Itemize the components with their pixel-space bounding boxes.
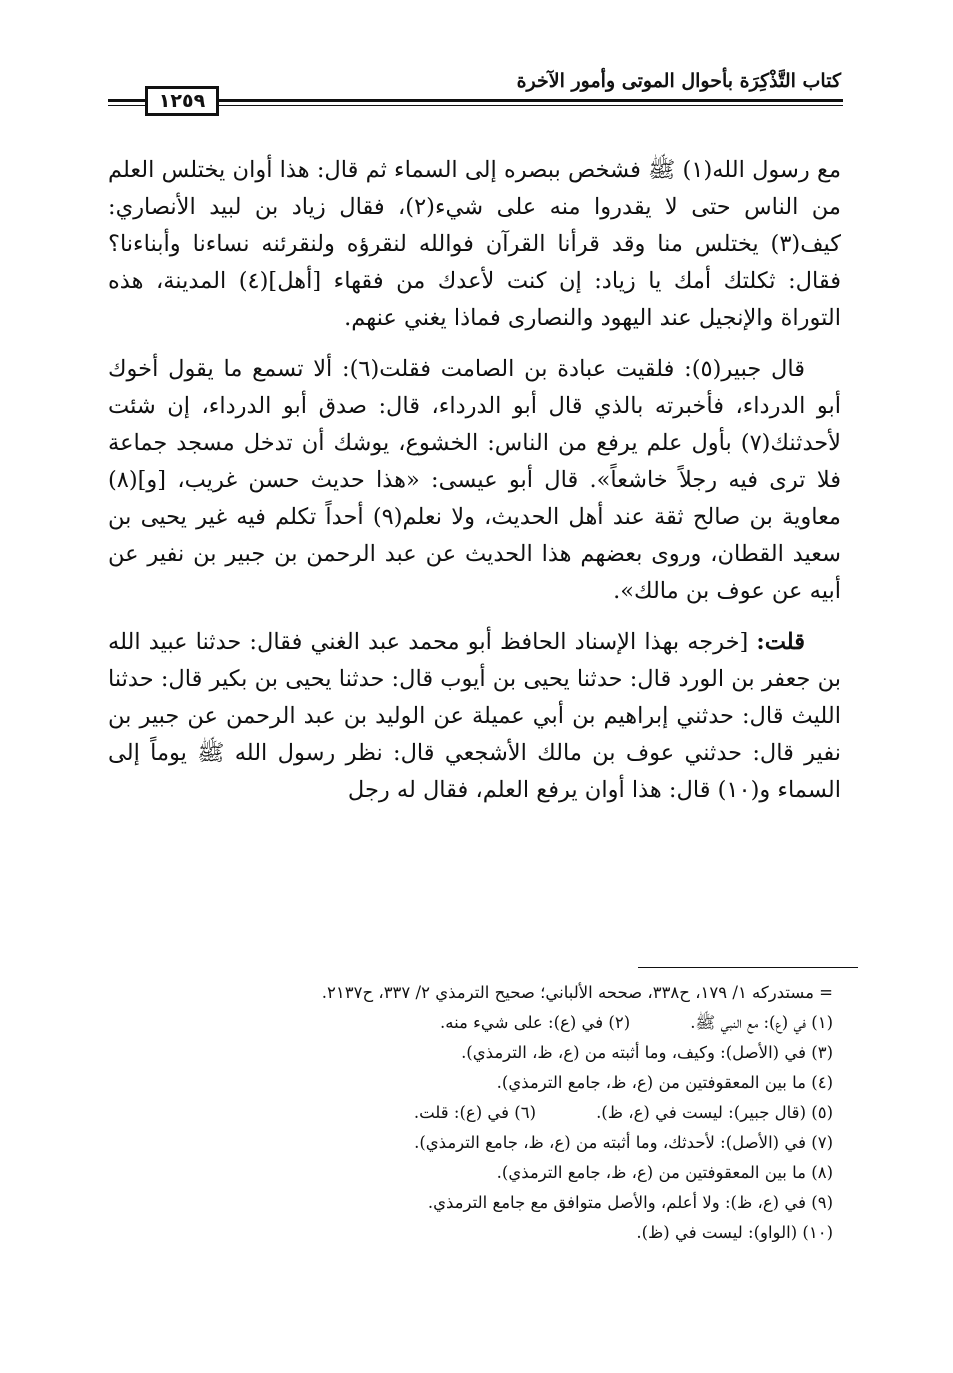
- footnote-5: (٥) (قال جبير): ليست في (ع، ظ).: [596, 1103, 833, 1122]
- paragraph-3-lead: قلت:: [756, 629, 806, 655]
- page-number: ١٢٥٩: [145, 86, 219, 116]
- footnote-10: (١٠) (الواو): ليست في (ظ).: [636, 1223, 833, 1242]
- footnote-9: (٩) في (ع، ظ): ولا أعلم، والأصل متوافق مع جامع الترمذي.: [427, 1193, 833, 1212]
- paragraph-3: [108, 624, 841, 809]
- footnote-row-1-2: [120, 1008, 833, 1038]
- paragraph-3-text: [خرجه بهذا الإسناد الحافظ أبو محمد عبد الغني فقال: حدثنا عبيد الله بن جعفر بن الورد قال: حدثنا يحيى بن أيوب قال: حدثنا يحيى بن بكير قال: حدثنا الليث قال: حدثني إبراهيم بن أبي عميلة عن الوليد بن عبد الرحمن عن جبير بن نفير قال: حدثني عوف بن مالك الأشجعي قال: نظر رسول الله ﷺ يوماً إلى السماء و(١٠) قال: هذا أوان يرفع العلم، فقال له رجل: [108, 629, 841, 803]
- paragraph-2: قال جبير(٥): فلقيت عبادة بن الصامت فقلت(٦): ألا تسمع ما يقول أخوك أبو الدرداء، فأخبرته بالذي قال أبو الدرداء، قال: صدق أبو الدرداء، إن شئت لأحدثنك(٧) بأول علم يرفع من الناس: الخشوع، يوشك أن تدخل مسجد جماعة فلا ترى فيه رجلاً خاشعاً». قال أبو عيسى: «هذا حديث حسن غريب، [و](٨) معاوية بن صالح ثقة عند أهل الحديث، ولا نعلم(٩) أحداً تكلم فيه غير يحيى بن سعيد القطان، وروى بعضهم هذا الحديث عن عبد الرحمن بن جبير بن نفير عن أبيه عن عوف بن مالك».: [108, 356, 841, 604]
- footnote-separator: [638, 967, 858, 968]
- footnote-3: (٣) في (الأصل): وكيف، وما أثبته من (ع، ظ، الترمذي).: [461, 1043, 833, 1062]
- footnote-1: (١) في (ع): مع النبي ﷺ.: [690, 1013, 833, 1032]
- running-title: كتاب التَّذْكِرَة بأحوال الموتى وأمور الآخرة: [516, 70, 841, 92]
- footnote-continued: = مستدركه ١/ ١٧٩، ح٣٣٨، صححه الألباني؛ صحيح الترمذي ٢/ ٣٣٧، ح٢١٣٧.: [321, 983, 833, 1002]
- footnote-4: (٤) ما بين المعقوفتين من (ع، ظ، جامع الترمذي).: [496, 1073, 833, 1092]
- paragraph-1: مع رسول الله(١) ﷺ فشخص ببصره إلى السماء ثم قال: هذا أوان يختلس العلم من الناس حتى لا يقدروا منه على شيء(٢)، فقال زياد بن لبيد الأنصاري: كيف(٣) يختلس منا وقد قرأنا القرآن فوالله لنقرؤه ولنقرئنه نساءنا وأبناءنا؟ فقال: ثكلتك أمك يا زياد: إن كنت لأعدك من فقهاء [أهل](٤) المدينة، هذه التوراة والإنجيل عند اليهود والنصارى فماذا يغني عنهم.: [108, 157, 842, 331]
- footnote-2: (٢) في (ع): على شيء منه.: [439, 1013, 631, 1032]
- footnote-8: (٨) ما بين المعقوفتين من (ع، ظ، جامع الترمذي).: [496, 1163, 833, 1182]
- main-text: [108, 152, 841, 809]
- footnotes: [120, 978, 833, 1248]
- footnote-7: (٧) في (الأصل): لأحدثك، وما أثبته من (ع، ظ، جامع الترمذي).: [414, 1133, 833, 1152]
- footnote-row-5-6: [120, 1098, 833, 1128]
- footnote-6: (٦) في (ع): قلت.: [413, 1103, 537, 1122]
